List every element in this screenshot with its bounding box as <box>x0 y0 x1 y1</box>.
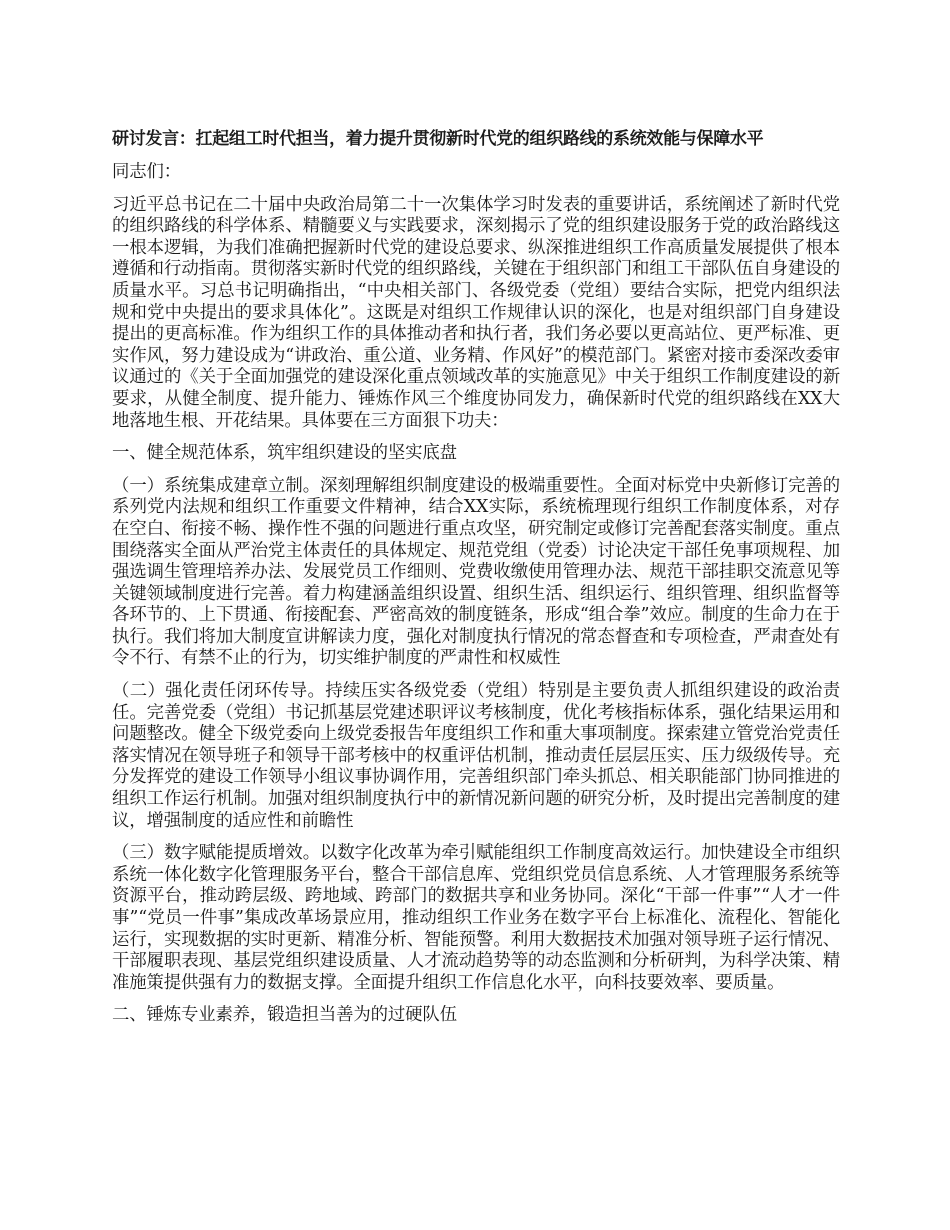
intro-paragraph: 习近平总书记在二十届中央政治局第二十一次集体学习时发表的重要讲话，系统阐述了新时代党的组织路线的科学体系、精髓要义与实践要求，深刻揭示了党的组织建设服务于党的政治路线这一根本逻辑，为我们准确把握新时代党的建设总要求、纵深推进组织工作高质量发展提供了根本遵循和行动指南。贯彻落实新时代党的组织路线，关键在于组织部门和组工干部队伍自身建设的质量水平。习总书记明确指出，“中央相关部门、各级党委（党组）要结合实际，把党内组织法规和党中央提出的要求具体化”。这既是对组织工作规律认识的深化，也是对组织部门自身建设提出的更高标准。作为组织工作的具体推动者和执行者，我们务必要以更高站位、更严标准、更实作风，努力建设成为“讲政治、重公道、业务精、作风好”的模范部门。紧密对接市委深改委审议通过的《关于全面加强党的建设深化重点领域改革的实施意见》中关于组织工作制度建设的新要求，从健全制度、提升能力、锤炼作风三个维度协同发力，确保新时代党的组织路线在XX大地落地生根、开花结果。具体要在三方面狠下功夫： <box>112 194 840 431</box>
subsection-paragraph-1: （一）系统集成建章立制。深刻理解组织制度建设的极端重要性。全面对标党中央新修订完善的系列党内法规和组织工作重要文件精神，结合XX实际，系统梳理现行组织工作制度体系，对存在空白、衔接不畅、操作性不强的问题进行重点攻坚，研究制定或修订完善配套落实制度。重点围绕落实全面从严治党主体责任的具体规定、规范党组（党委）讨论决定干部任免事项规程、加强选调生管理培养办法、发展党员工作细则、党费收缴使用管理办法、规范干部挂职交流意见等关键领域制度进行完善。着力构建涵盖组织设置、组织生活、组织运行、组织管理、组织监督等各环节的、上下贯通、衔接配套、严密高效的制度链条，形成“组合拳”效应。制度的生命力在于执行。我们将加大制度宣讲解读力度，强化对制度执行情况的常态督查和专项检查，严肃查处有令不行、有禁不止的行为，切实维护制度的严肃性和权威性 <box>112 475 840 669</box>
document-page <box>112 128 840 1038</box>
document-title: 研讨发言：扛起组工时代担当，着力提升贯彻新时代党的组织路线的系统效能与保障水平 <box>112 129 764 149</box>
greeting: 同志们： <box>112 162 181 182</box>
section-heading-2: 二、锤炼专业素养，锻造担当善为的过硬队伍 <box>112 1005 457 1026</box>
section-heading-1: 一、健全规范体系，筑牢组织建设的坚实底盘 <box>112 443 457 464</box>
subsection-paragraph-2: （二）强化责任闭环传导。持续压实各级党委（党组）特别是主要负责人抓组织建设的政治责任。完善党委（党组）书记抓基层党建述职评议考核制度，优化考核指标体系，强化结果运用和问题整改。健全下级党委向上级党委报告年度组织工作和重大事项制度。探索建立管党治党责任落实情况在领导班子和领导干部考核中的权重评估机制，推动责任层层压实、压力级级传导。充分发挥党的建设工作领导小组议事协调作用，完善组织部门牵头抓总、相关职能部门协同推进的组织工作运行机制。加强对组织制度执行中的新情况新问题的研究分析，及时提出完善制度的建议，增强制度的适应性和前瞻性 <box>112 681 840 831</box>
subsection-paragraph-3: （三）数字赋能提质增效。以数字化改革为牵引赋能组织工作制度高效运行。加快建设全市组织系统一体化数字化管理服务平台，整合干部信息库、党组织党员信息系统、人才管理服务系统等资源平台，推动跨层级、跨地域、跨部门的数据共享和业务协同。深化“干部一件事”“人才一件事”“党员一件事”集成改革场景应用，推动组织工作业务在数字平台上标准化、流程化、智能化运行，实现数据的实时更新、精准分析、智能预警。利用大数据技术加强对领导班子运行情况、干部履职表现、基层党组织建设质量、人才流动趋势等的动态监测和分析研判，为科学决策、精准施策提供强有力的数据支撑。全面提升组织工作信息化水平，向科技要效率、要质量。 <box>112 843 840 993</box>
